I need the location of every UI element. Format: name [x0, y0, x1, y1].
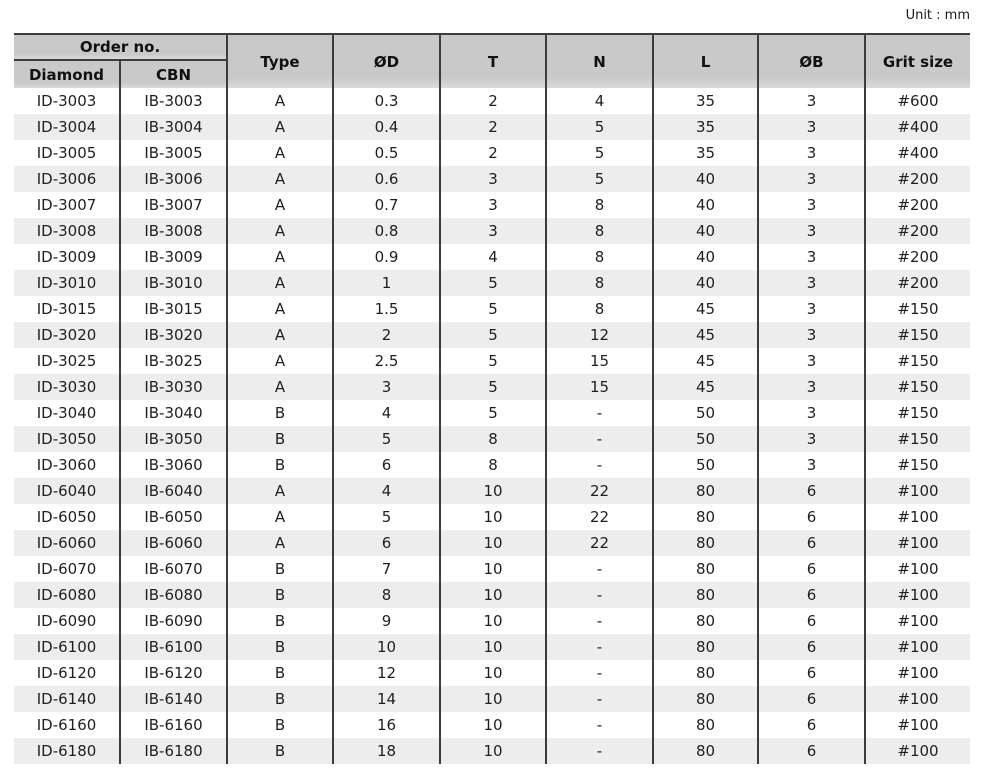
- cell-od: 7: [333, 556, 440, 582]
- cell-type: A: [227, 530, 333, 556]
- cell-l: 40: [653, 270, 758, 296]
- cell-diamond: ID-3007: [36, 196, 97, 214]
- cell-grit: #100: [865, 634, 970, 660]
- cell-od: 0.6: [333, 166, 440, 192]
- cell-diamond: ID-6070: [36, 560, 97, 578]
- cell-grit: #100: [865, 738, 970, 764]
- cell-type: B: [227, 582, 333, 608]
- cell-diamond: ID-6120: [36, 664, 97, 682]
- cell-n: 22: [546, 478, 653, 504]
- header-l: L: [653, 34, 758, 88]
- cell-diamond: ID-3025: [36, 352, 97, 370]
- table-body: [14, 88, 970, 764]
- header-order-no: Order no.: [14, 34, 227, 60]
- cell-grit: #150: [865, 374, 970, 400]
- table-row: [14, 634, 970, 660]
- cell-cbn: IB-6140: [120, 686, 227, 712]
- cell-l: 40: [653, 244, 758, 270]
- cell-od: 1.5: [333, 296, 440, 322]
- cell-t: 3: [440, 166, 546, 192]
- cell-l: 80: [653, 504, 758, 530]
- cell-t: 3: [440, 218, 546, 244]
- cell-grit: #100: [865, 478, 970, 504]
- cell-ob: 3: [758, 166, 865, 192]
- cell-n: 22: [546, 504, 653, 530]
- cell-l: 35: [653, 140, 758, 166]
- cell-t: 8: [440, 452, 546, 478]
- cell-diamond: ID-6040: [36, 482, 97, 500]
- cell-n: 8: [546, 244, 653, 270]
- cell-cbn: IB-3020: [120, 322, 227, 348]
- cell-od: 3: [333, 374, 440, 400]
- cell-l: 80: [653, 478, 758, 504]
- cell-n: 12: [546, 322, 653, 348]
- cell-cbn: IB-3060: [120, 452, 227, 478]
- table-row: [14, 192, 970, 218]
- cell-type: B: [227, 660, 333, 686]
- cell-cbn: IB-6100: [120, 634, 227, 660]
- cell-cbn: IB-6160: [120, 712, 227, 738]
- cell-od: 12: [333, 660, 440, 686]
- cell-type: A: [227, 348, 333, 374]
- cell-l: 45: [653, 374, 758, 400]
- cell-n: 8: [546, 270, 653, 296]
- cell-l: 80: [653, 712, 758, 738]
- cell-diamond: ID-3003: [36, 92, 97, 110]
- table-row: [14, 530, 970, 556]
- table-row: [14, 712, 970, 738]
- cell-ob: 3: [758, 244, 865, 270]
- cell-grit: #400: [865, 114, 970, 140]
- cell-t: 5: [440, 374, 546, 400]
- cell-cbn: IB-6080: [120, 582, 227, 608]
- cell-diamond: ID-6060: [36, 534, 97, 552]
- cell-n: -: [546, 738, 653, 764]
- cell-t: 10: [440, 478, 546, 504]
- cell-ob: 3: [758, 296, 865, 322]
- cell-grit: #200: [865, 244, 970, 270]
- cell-type: A: [227, 88, 333, 114]
- cell-n: -: [546, 426, 653, 452]
- cell-od: 9: [333, 608, 440, 634]
- cell-grit: #150: [865, 452, 970, 478]
- cell-cbn: IB-3007: [120, 192, 227, 218]
- cell-l: 40: [653, 166, 758, 192]
- header-type: Type: [227, 34, 333, 88]
- cell-ob: 6: [758, 660, 865, 686]
- unit-label: Unit : mm: [905, 8, 970, 23]
- cell-l: 40: [653, 218, 758, 244]
- cell-n: 5: [546, 166, 653, 192]
- cell-od: 16: [333, 712, 440, 738]
- cell-n: 4: [546, 88, 653, 114]
- cell-ob: 3: [758, 374, 865, 400]
- table-header: [14, 34, 970, 88]
- cell-ob: 3: [758, 192, 865, 218]
- cell-grit: #200: [865, 192, 970, 218]
- cell-type: A: [227, 296, 333, 322]
- cell-l: 50: [653, 426, 758, 452]
- cell-l: 45: [653, 348, 758, 374]
- cell-l: 50: [653, 400, 758, 426]
- table-row: [14, 608, 970, 634]
- table-row: [14, 582, 970, 608]
- table-row: [14, 140, 970, 166]
- cell-grit: #100: [865, 556, 970, 582]
- cell-l: 35: [653, 88, 758, 114]
- cell-t: 5: [440, 322, 546, 348]
- cell-n: -: [546, 400, 653, 426]
- cell-diamond: ID-3020: [36, 326, 97, 344]
- cell-ob: 6: [758, 478, 865, 504]
- cell-od: 6: [333, 530, 440, 556]
- cell-cbn: IB-6120: [120, 660, 227, 686]
- cell-cbn: IB-6060: [120, 530, 227, 556]
- cell-diamond: ID-6140: [36, 690, 97, 708]
- cell-t: 8: [440, 426, 546, 452]
- cell-l: 80: [653, 608, 758, 634]
- header-n: N: [546, 34, 653, 88]
- cell-od: 2.5: [333, 348, 440, 374]
- cell-t: 4: [440, 244, 546, 270]
- cell-grit: #150: [865, 296, 970, 322]
- cell-l: 45: [653, 322, 758, 348]
- cell-od: 1: [333, 270, 440, 296]
- cell-t: 10: [440, 530, 546, 556]
- cell-t: 10: [440, 634, 546, 660]
- cell-type: B: [227, 634, 333, 660]
- cell-grit: #200: [865, 270, 970, 296]
- cell-l: 80: [653, 634, 758, 660]
- cell-t: 10: [440, 556, 546, 582]
- table-row: [14, 322, 970, 348]
- cell-t: 5: [440, 296, 546, 322]
- cell-ob: 3: [758, 218, 865, 244]
- cell-diamond: ID-3040: [36, 404, 97, 422]
- table-row: [14, 504, 970, 530]
- header-diamond: Diamond: [14, 60, 120, 88]
- cell-ob: 3: [758, 322, 865, 348]
- table-row: [14, 348, 970, 374]
- cell-cbn: IB-3025: [120, 348, 227, 374]
- cell-grit: #150: [865, 348, 970, 374]
- cell-type: B: [227, 608, 333, 634]
- table-row: [14, 244, 970, 270]
- cell-ob: 6: [758, 504, 865, 530]
- cell-diamond: ID-3015: [36, 300, 97, 318]
- cell-od: 5: [333, 504, 440, 530]
- cell-od: 10: [333, 634, 440, 660]
- cell-l: 35: [653, 114, 758, 140]
- cell-cbn: IB-6040: [120, 478, 227, 504]
- cell-od: 0.9: [333, 244, 440, 270]
- table-row: [14, 738, 970, 764]
- cell-t: 10: [440, 738, 546, 764]
- cell-ob: 3: [758, 400, 865, 426]
- cell-grit: #200: [865, 218, 970, 244]
- cell-grit: #100: [865, 582, 970, 608]
- cell-grit: #150: [865, 400, 970, 426]
- cell-ob: 3: [758, 426, 865, 452]
- cell-type: B: [227, 452, 333, 478]
- cell-cbn: IB-3006: [120, 166, 227, 192]
- cell-type: A: [227, 218, 333, 244]
- cell-l: 45: [653, 296, 758, 322]
- cell-ob: 6: [758, 686, 865, 712]
- cell-l: 80: [653, 582, 758, 608]
- cell-n: 5: [546, 114, 653, 140]
- cell-ob: 3: [758, 270, 865, 296]
- table-row: [14, 556, 970, 582]
- cell-grit: #200: [865, 166, 970, 192]
- cell-diamond: ID-3030: [36, 378, 97, 396]
- cell-cbn: IB-6090: [120, 608, 227, 634]
- cell-t: 10: [440, 712, 546, 738]
- header-od: ØD: [333, 34, 440, 88]
- cell-od: 4: [333, 478, 440, 504]
- table-row: [14, 452, 970, 478]
- cell-diamond: ID-3010: [36, 274, 97, 292]
- table-row: [14, 114, 970, 140]
- cell-grit: #100: [865, 504, 970, 530]
- cell-ob: 3: [758, 88, 865, 114]
- table-row: [14, 296, 970, 322]
- header-cbn: CBN: [120, 60, 227, 88]
- cell-ob: 3: [758, 140, 865, 166]
- cell-t: 2: [440, 140, 546, 166]
- cell-type: A: [227, 374, 333, 400]
- cell-diamond: ID-6080: [36, 586, 97, 604]
- cell-od: 5: [333, 426, 440, 452]
- header-t: T: [440, 34, 546, 88]
- cell-type: A: [227, 192, 333, 218]
- cell-grit: #600: [865, 88, 970, 114]
- table-row: [14, 270, 970, 296]
- cell-n: -: [546, 634, 653, 660]
- cell-n: -: [546, 452, 653, 478]
- cell-type: B: [227, 686, 333, 712]
- cell-n: 8: [546, 218, 653, 244]
- cell-type: A: [227, 166, 333, 192]
- cell-n: 8: [546, 192, 653, 218]
- cell-grit: #100: [865, 712, 970, 738]
- cell-t: 5: [440, 270, 546, 296]
- cell-cbn: IB-3005: [120, 140, 227, 166]
- cell-grit: #400: [865, 140, 970, 166]
- cell-cbn: IB-3008: [120, 218, 227, 244]
- cell-n: 15: [546, 348, 653, 374]
- cell-grit: #100: [865, 660, 970, 686]
- cell-type: B: [227, 738, 333, 764]
- cell-ob: 6: [758, 712, 865, 738]
- cell-l: 80: [653, 556, 758, 582]
- cell-cbn: IB-3040: [120, 400, 227, 426]
- cell-type: A: [227, 140, 333, 166]
- cell-l: 80: [653, 686, 758, 712]
- cell-diamond: ID-6090: [36, 612, 97, 630]
- cell-ob: 6: [758, 634, 865, 660]
- cell-grit: #100: [865, 686, 970, 712]
- cell-diamond: ID-3004: [36, 118, 97, 136]
- cell-n: 15: [546, 374, 653, 400]
- table-row: [14, 88, 970, 114]
- cell-n: -: [546, 582, 653, 608]
- cell-diamond: ID-3060: [36, 456, 97, 474]
- cell-type: A: [227, 478, 333, 504]
- cell-cbn: IB-3009: [120, 244, 227, 270]
- cell-ob: 6: [758, 530, 865, 556]
- cell-type: A: [227, 270, 333, 296]
- cell-ob: 6: [758, 556, 865, 582]
- cell-t: 2: [440, 88, 546, 114]
- cell-type: A: [227, 244, 333, 270]
- header-grit-size: Grit size: [865, 34, 970, 88]
- table-row: [14, 686, 970, 712]
- cell-od: 0.5: [333, 140, 440, 166]
- cell-n: -: [546, 556, 653, 582]
- cell-n: 22: [546, 530, 653, 556]
- cell-l: 50: [653, 452, 758, 478]
- cell-cbn: IB-3004: [120, 114, 227, 140]
- cell-cbn: IB-3003: [120, 88, 227, 114]
- cell-type: B: [227, 426, 333, 452]
- cell-t: 3: [440, 192, 546, 218]
- table-row: [14, 218, 970, 244]
- cell-l: 40: [653, 192, 758, 218]
- cell-diamond: ID-3050: [36, 430, 97, 448]
- cell-grit: #100: [865, 530, 970, 556]
- cell-grit: #150: [865, 322, 970, 348]
- cell-n: -: [546, 712, 653, 738]
- cell-od: 2: [333, 322, 440, 348]
- cell-diamond: ID-3009: [36, 248, 97, 266]
- cell-od: 0.8: [333, 218, 440, 244]
- cell-diamond: ID-3005: [36, 144, 97, 162]
- cell-cbn: IB-6070: [120, 556, 227, 582]
- cell-type: B: [227, 400, 333, 426]
- cell-od: 4: [333, 400, 440, 426]
- cell-cbn: IB-3015: [120, 296, 227, 322]
- cell-t: 10: [440, 608, 546, 634]
- cell-grit: #150: [865, 426, 970, 452]
- cell-cbn: IB-6180: [120, 738, 227, 764]
- cell-diamond: ID-6050: [36, 508, 97, 526]
- cell-l: 80: [653, 660, 758, 686]
- cell-od: 8: [333, 582, 440, 608]
- cell-od: 14: [333, 686, 440, 712]
- cell-t: 5: [440, 400, 546, 426]
- spec-table: [14, 33, 970, 764]
- cell-t: 10: [440, 582, 546, 608]
- cell-ob: 6: [758, 608, 865, 634]
- table-row: [14, 478, 970, 504]
- cell-n: -: [546, 686, 653, 712]
- table-row: [14, 660, 970, 686]
- cell-diamond: ID-3006: [36, 170, 97, 188]
- cell-t: 2: [440, 114, 546, 140]
- cell-cbn: IB-3050: [120, 426, 227, 452]
- cell-cbn: IB-6050: [120, 504, 227, 530]
- cell-diamond: ID-3008: [36, 222, 97, 240]
- cell-od: 0.7: [333, 192, 440, 218]
- table-row: [14, 400, 970, 426]
- cell-od: 0.4: [333, 114, 440, 140]
- cell-diamond: ID-6160: [36, 716, 97, 734]
- cell-ob: 6: [758, 738, 865, 764]
- header-ob: ØB: [758, 34, 865, 88]
- cell-od: 6: [333, 452, 440, 478]
- table-row: [14, 426, 970, 452]
- cell-type: A: [227, 114, 333, 140]
- cell-t: 10: [440, 686, 546, 712]
- cell-t: 10: [440, 660, 546, 686]
- cell-ob: 6: [758, 582, 865, 608]
- table-row: [14, 166, 970, 192]
- cell-l: 80: [653, 738, 758, 764]
- cell-od: 0.3: [333, 88, 440, 114]
- cell-ob: 3: [758, 452, 865, 478]
- cell-n: 8: [546, 296, 653, 322]
- cell-od: 18: [333, 738, 440, 764]
- cell-type: A: [227, 504, 333, 530]
- cell-n: 5: [546, 140, 653, 166]
- cell-t: 10: [440, 504, 546, 530]
- cell-diamond: ID-6100: [36, 638, 97, 656]
- cell-n: -: [546, 660, 653, 686]
- cell-n: -: [546, 608, 653, 634]
- cell-ob: 3: [758, 114, 865, 140]
- cell-diamond: ID-6180: [36, 742, 97, 760]
- cell-type: B: [227, 712, 333, 738]
- cell-type: A: [227, 322, 333, 348]
- cell-l: 80: [653, 530, 758, 556]
- cell-t: 5: [440, 348, 546, 374]
- cell-cbn: IB-3010: [120, 270, 227, 296]
- cell-grit: #100: [865, 608, 970, 634]
- cell-type: B: [227, 556, 333, 582]
- table-row: [14, 374, 970, 400]
- cell-ob: 3: [758, 348, 865, 374]
- cell-cbn: IB-3030: [120, 374, 227, 400]
